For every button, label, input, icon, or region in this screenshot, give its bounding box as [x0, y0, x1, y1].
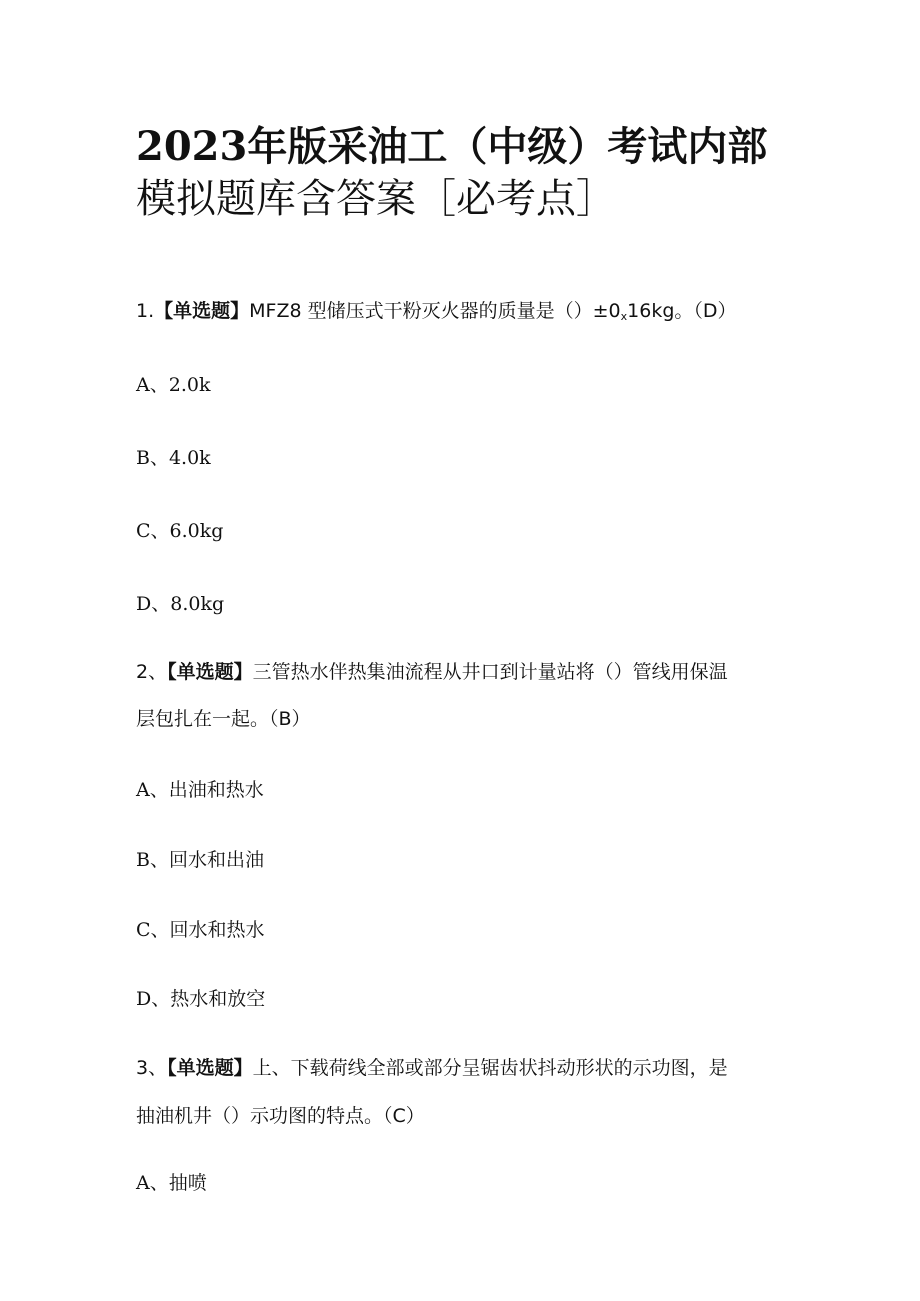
option-text: 8.0kg — [170, 593, 225, 615]
question-3-option-a — [136, 1171, 207, 1195]
option-text: 热水和放空 — [170, 988, 266, 1010]
question-text-end: 16kg。（D） — [627, 300, 737, 322]
question-type-tag: 【单选题】 — [154, 300, 250, 322]
question-2-option-a — [136, 778, 264, 802]
option-letter: B、 — [136, 849, 169, 871]
question-type-tag: 【单选题】 — [167, 1057, 253, 1079]
question-2-continued: 层包扎在一起。（B） — [136, 708, 311, 730]
question-1 — [136, 299, 737, 323]
question-text: 三管热水伴热集油流程从井口到计量站将（）管线用保温 — [252, 661, 728, 683]
question-2 — [136, 660, 728, 684]
question-3 — [136, 1056, 728, 1080]
option-text: 6.0kg — [169, 520, 224, 542]
question-1-option-c — [136, 519, 223, 543]
question-type-tag: 【单选题】 — [167, 661, 253, 683]
document-title-line-2: 模拟题库含答案［必考点］ — [136, 176, 616, 222]
question-text: MFZ8 型储压式干粉灭火器的质量是（）±0 — [249, 300, 621, 322]
question-1-option-d — [136, 592, 224, 616]
option-text: 2.0k — [168, 374, 211, 396]
option-letter: A、 — [136, 1172, 169, 1194]
option-text: 出油和热水 — [168, 779, 264, 801]
question-text: 上、下载荷线全部或部分呈锯齿状抖动形状的示功图，是 — [252, 1057, 728, 1079]
option-letter: D、 — [136, 988, 171, 1010]
question-1-option-a — [136, 373, 210, 397]
question-number: 2、 — [136, 661, 168, 683]
option-letter: C、 — [136, 919, 170, 941]
option-letter: C、 — [136, 520, 170, 542]
option-text: 回水和出油 — [168, 849, 264, 871]
option-text: 回水和热水 — [169, 919, 265, 941]
document-title-line-1: 2023年版采油工（中级）考试内部 — [136, 123, 768, 170]
question-3-continued: 抽油机井（）示功图的特点。（C） — [136, 1105, 425, 1127]
question-2-option-b — [136, 848, 264, 872]
question-2-option-c — [136, 918, 265, 942]
question-2-option-d — [136, 987, 265, 1011]
option-letter: A、 — [136, 779, 169, 801]
question-number: 1. — [136, 300, 155, 322]
question-1-option-b — [136, 446, 211, 470]
question-subscript: x — [620, 310, 628, 323]
option-letter: B、 — [136, 447, 169, 469]
option-text: 4.0k — [168, 447, 211, 469]
option-letter: A、 — [136, 374, 169, 396]
question-number: 3、 — [136, 1057, 168, 1079]
option-letter: D、 — [136, 593, 171, 615]
option-text: 抽喷 — [168, 1172, 207, 1194]
